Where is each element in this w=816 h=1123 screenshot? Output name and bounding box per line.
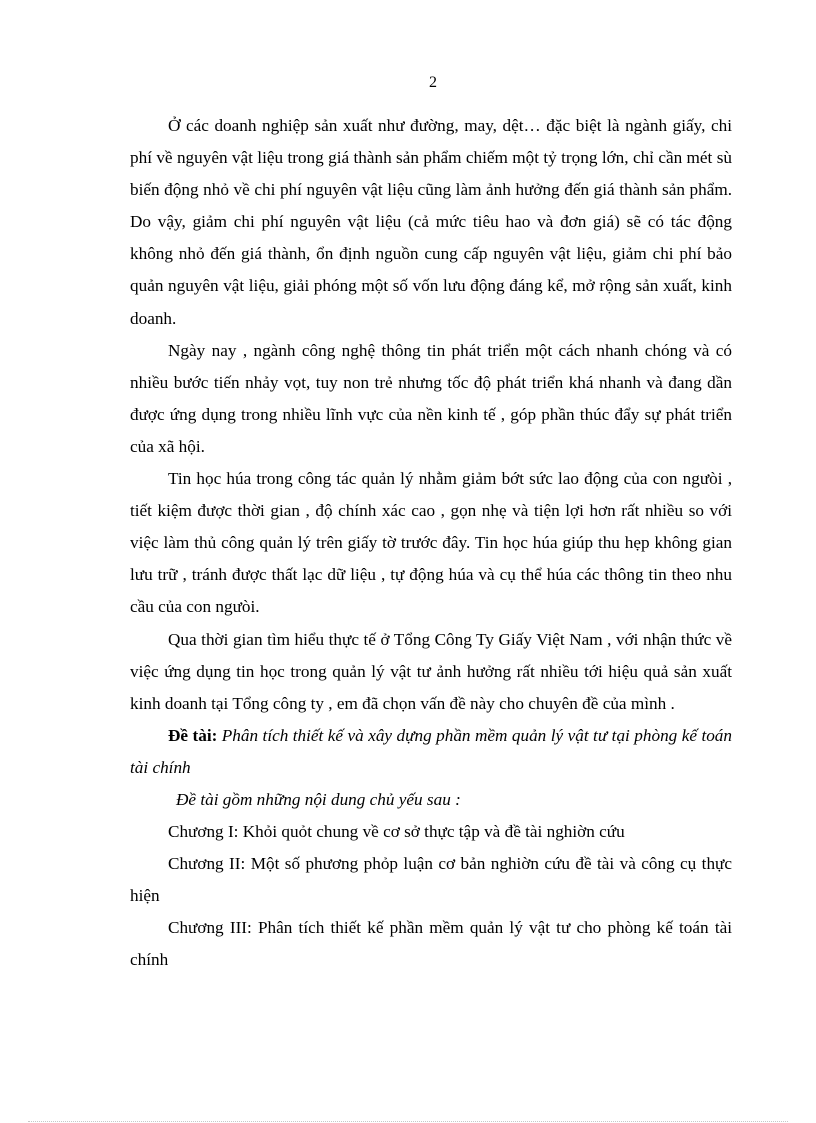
topic-line: [130, 720, 732, 784]
chapter-1: Chương I: Khỏi quỏt chung về cơ sở thực tập và đề tài nghiờn cứu: [168, 822, 625, 842]
document-body: [130, 110, 732, 977]
page-number: 2: [429, 74, 437, 91]
chapter-3: Chương III: Phân tích thiết kế phần mềm quản lý vật tư cho phòng kế toán tài chính: [130, 918, 732, 970]
paragraph-computerization: Tin học húa trong công tác quản lý nhằm giảm bớt sức lao động của con ngưòi , tiết kiệm được thời gian , độ chính xác cao , gọn nhẹ và tiện lợi hơn rất nhiều so với việc làm thủ công quản lý trên giấy tờ trước đây. Tin học húa giúp thu hẹp không gian lưu trữ , tránh được thất lạc dữ liệu , tự động húa và cụ thể húa các thông tin theo nhu cầu của con ngưòi.: [130, 469, 732, 617]
topic-label: Đề tài:: [168, 725, 218, 745]
topic-title: Phân tích thiết kế và xây dựng phần mềm quản lý vật tư tại phòng kế toán tài chính: [130, 725, 732, 777]
paragraph-intro: Ở các doanh nghiệp sản xuất như đường, may, dệt… đặc biệt là ngành giấy, chi phí về nguyên vật liệu trong giá thành sản phẩm chiếm một tỷ trọng lớn, chỉ cần mét sù biến động nhỏ về chi phí nguyên vật liệu cũng làm ảnh hưởng đến giá thành sản phẩm. Do vậy, giảm chi phí nguyên vật liệu (cả mức tiêu hao và đơn giá) sẽ có tác động không nhỏ đến giá thành, ổn định nguồn cung cấp nguyên vật liệu, giảm chi phí bảo quản nguyên vật liệu, giải phóng một số vốn lưu động đáng kể, mở rộng sản xuất, kinh doanh.: [130, 116, 732, 328]
page-bottom-divider: [28, 1121, 788, 1122]
paragraph-it-development: Ngày nay , ngành công nghệ thông tin phát triển một cách nhanh chóng và có nhiều bước tiến nhảy vọt, tuy non trẻ nhưng tốc độ phát triển khá nhanh và đang dần được ứng dụng trong nhiều lĩnh vực của nền kinh tế , góp phần thúc đẩy sự phát triển của xã hội.: [130, 340, 732, 456]
paragraph-motivation: Qua thời gian tìm hiểu thực tế ở Tổng Công Ty Giấy Việt Nam , với nhận thức về việc ứng dụng tin học trong quản lý vật tư ảnh hưởng rất nhiều tới hiệu quả sản xuất kinh doanh tại Tổng công ty , em đã chọn vấn đề này cho chuyên đề của mình .: [130, 629, 732, 713]
chapter-2: Chương II: Một số phương phỏp luận cơ bản nghiờn cứu đề tài và công cụ thực hiện: [130, 854, 732, 906]
contents-intro: Đề tài gồm những nội dung chủ yếu sau :: [176, 789, 461, 809]
